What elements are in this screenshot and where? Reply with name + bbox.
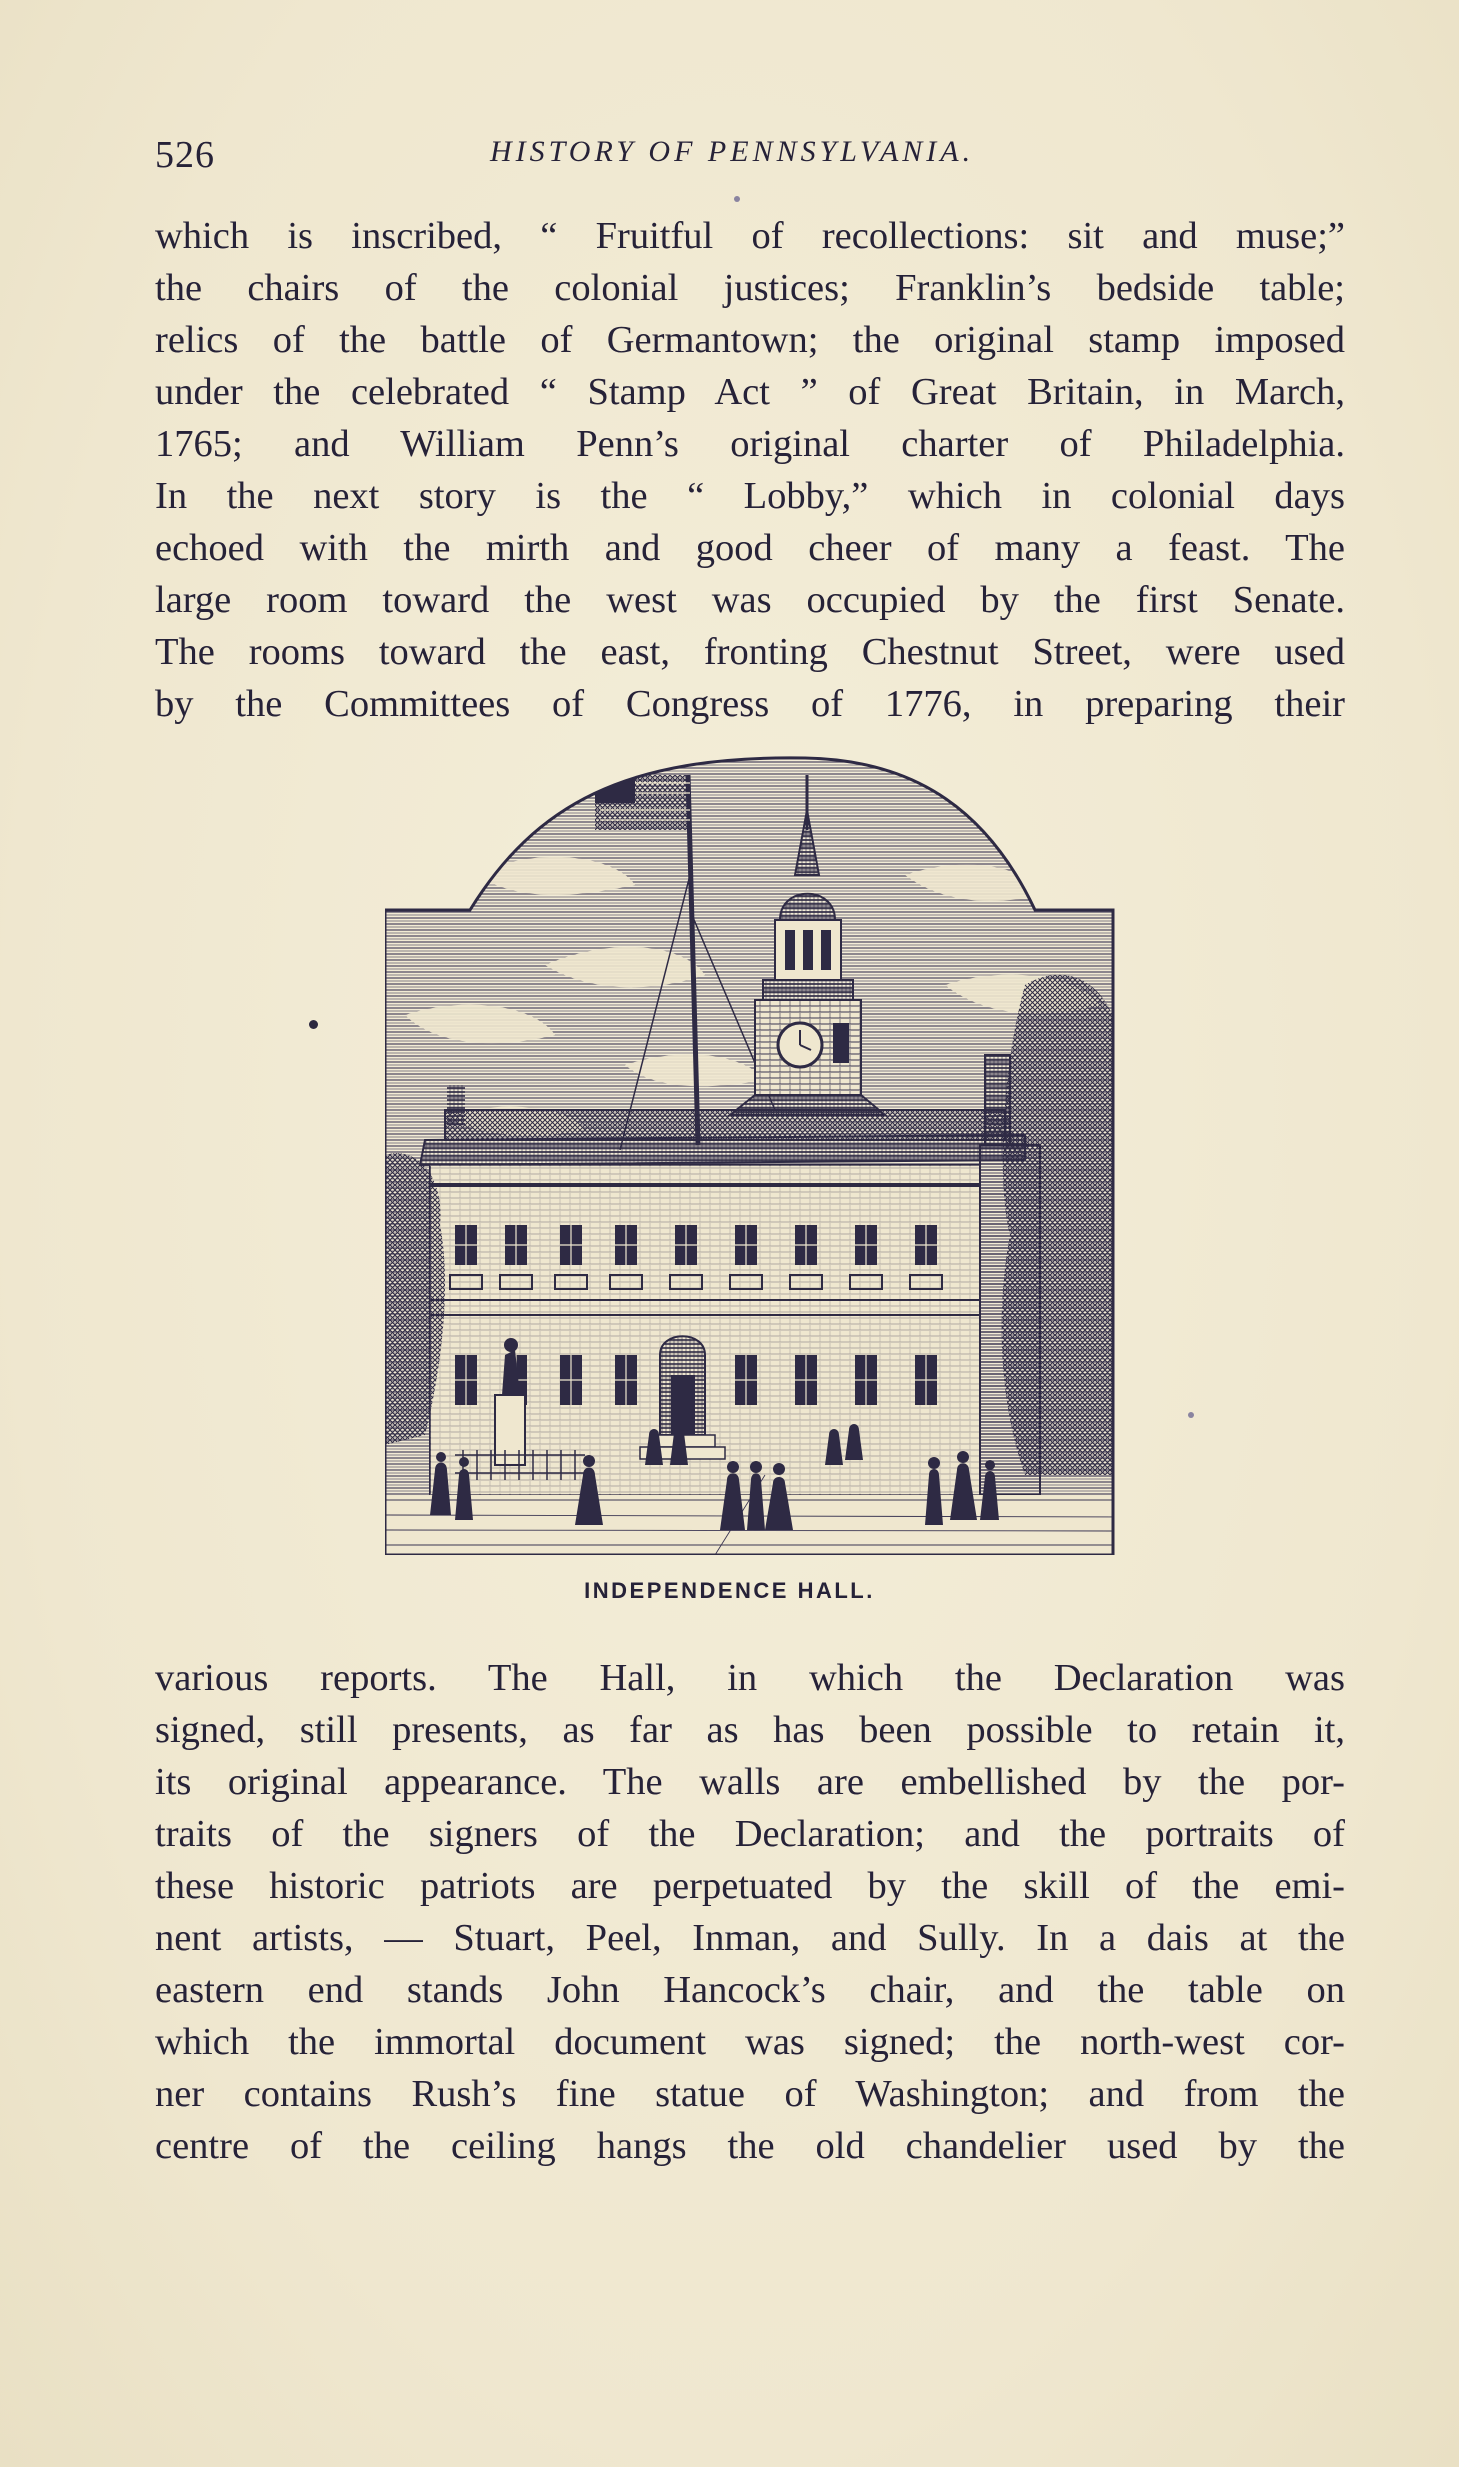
text-line: nent artists, — Stuart, Peel, Inman, and Sully. In a dais at the: [155, 1917, 1345, 1959]
text-line: its original appearance. The walls are embellished by the por-: [155, 1761, 1345, 1803]
body-text-bottom: [155, 1652, 1345, 2172]
text-line: under the celebrated “ Stamp Act ” of Great Britain, in March,: [155, 371, 1345, 413]
printing-speck: [309, 1020, 318, 1029]
figure-caption: INDEPENDENCE HALL.: [584, 1578, 875, 1603]
text-line: these historic patriots are perpetuated by the skill of the emi-: [155, 1865, 1345, 1907]
text-line: 1765; and William Penn’s original charter of Philadelphia.: [155, 423, 1345, 465]
running-title: HISTORY OF PENNSYLVANIA.: [490, 135, 975, 168]
text-line: various reports. The Hall, in which the Declaration was: [155, 1657, 1345, 1699]
printing-speck: [1188, 1412, 1194, 1418]
text-line: The rooms toward the east, fronting Chestnut Street, were used: [155, 631, 1345, 673]
text-line: ner contains Rush’s fine statue of Washington; and from the: [155, 2073, 1345, 2115]
text-line: centre of the ceiling hangs the old chandelier used by the: [155, 2125, 1345, 2167]
text-line: echoed with the mirth and good cheer of many a feast. The: [155, 527, 1345, 569]
text-line: signed, still presents, as far as has been possible to retain it,: [155, 1709, 1345, 1751]
text-line: traits of the signers of the Declaration; and the portraits of: [155, 1813, 1345, 1855]
text-line: the chairs of the colonial justices; Franklin’s bedside table;: [155, 267, 1345, 309]
body-text-top: [155, 210, 1345, 730]
text-line: eastern end stands John Hancock’s chair, and the table on: [155, 1969, 1345, 2011]
text-line: large room toward the west was occupied by the first Senate.: [155, 579, 1345, 621]
text-line: relics of the battle of Germantown; the original stamp imposed: [155, 319, 1345, 361]
text-line: by the Committees of Congress of 1776, in preparing their: [155, 683, 1345, 725]
printing-speck: [734, 196, 740, 202]
text-line: which is inscribed, “ Fruitful of recollections: sit and muse;”: [155, 215, 1345, 257]
text-line: In the next story is the “ Lobby,” which in colonial days: [155, 475, 1345, 517]
independence-hall-engraving: [385, 755, 1120, 1555]
running-head: [155, 133, 1345, 183]
text-line: which the immortal document was signed; the north-west cor-: [155, 2021, 1345, 2063]
page-number: 526: [155, 134, 215, 176]
